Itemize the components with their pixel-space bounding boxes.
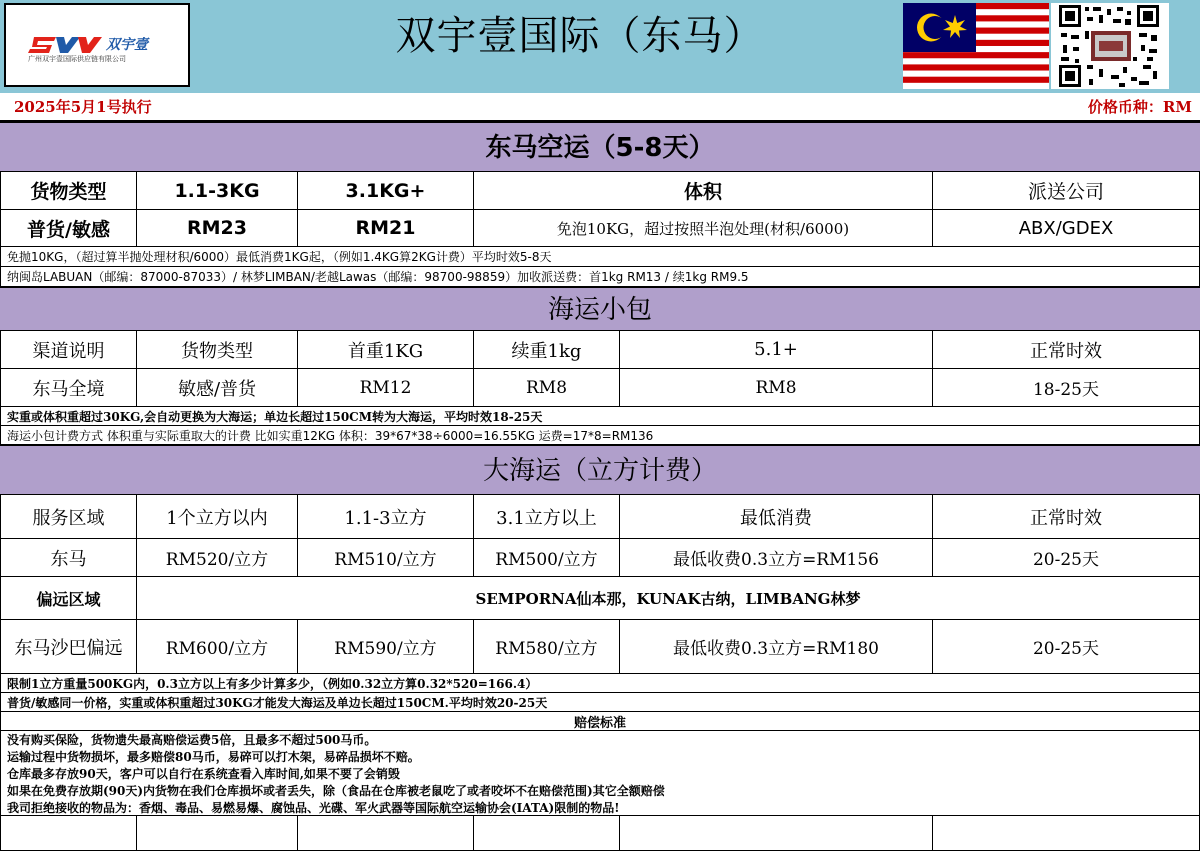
air-header-delivery: 派送公司 [933,172,1200,210]
compensation-line-4: 如果在免费存放期(90天)内货物在我们仓库损坏或者丢失，除（食品在仓库被老鼠吃了或者咬坏不在赔偿范围)其它全额赔偿 [0,782,1200,799]
sea-small-section-title: 海运小包 [0,287,1200,331]
air-cell-cargo-type: 普货/敏感 [0,210,137,247]
sea-big-remote-transit: 20-25天 [933,620,1200,674]
sea-big-remote-area: 东马沙巴偏远 [0,620,137,674]
company-logo [4,3,190,87]
empty-cell [298,816,474,851]
sea-big-cell-transit: 20-25天 [933,539,1200,577]
sea-small-header-cargo: 货物类型 [137,331,298,369]
sea-big-cell-area: 东马 [0,539,137,577]
compensation-line-3: 仓库最多存放90天，客户可以自行在系统查看入库时间,如果不要了会销毁 [0,765,1200,782]
qr-code-icon[interactable] [1051,3,1169,89]
empty-cell [474,816,620,851]
logo-subtitle: 广州双宇壹国际供应链有限公司 [28,55,126,63]
sea-small-cell-first: RM12 [298,369,474,407]
air-cell-delivery: ABX/GDEX [933,210,1200,247]
sea-small-header-tier: 5.1+ [620,331,933,369]
air-note-1: 免抛10KG，（超过算半抛处理材积/6000）最低消费1KG起，（例如1.4KG算2KG计费）平均时效5-8天 [0,247,1200,267]
logo-name: 双宇壹 [106,37,148,53]
sea-big-remote-tier-3: RM580/立方 [474,620,620,674]
remote-area-label: 偏远区域 [0,577,137,620]
sea-big-cell-tier-3: RM500/立方 [474,539,620,577]
air-cell-volume: 免泡10KG，超过按照半泡处理(材积/6000) [474,210,933,247]
air-header-volume: 体积 [474,172,933,210]
air-header-weight-2: 3.1KG+ [298,172,474,210]
sea-big-header-tier-1: 1个立方以内 [137,495,298,539]
effective-date: 2025年5月1号执行 [14,98,152,116]
sea-big-note-2: 普货/敏感同一价格，实重或体积重超过30KG才能发大海运及单边长超过150CM.平均时效20-25天 [0,693,1200,712]
sea-big-remote-tier-2: RM590/立方 [298,620,474,674]
remote-area-list: SEMPORNA仙本那，KUNAK古纳，LIMBANG林梦 [137,577,1200,620]
sea-small-header-first: 首重1KG [298,331,474,369]
air-section-title: 东马空运（5-8天） [0,122,1200,172]
compensation-title: 赔偿标准 [0,712,1200,731]
sea-small-header-transit: 正常时效 [933,331,1200,369]
sea-small-header-additional: 续重1kg [474,331,620,369]
currency-label: 价格币种：RM [1087,98,1192,116]
sea-small-cell-channel: 东马全境 [0,369,137,407]
sea-big-remote-tier-1: RM600/立方 [137,620,298,674]
sea-big-section-title: 大海运（立方计费） [0,445,1200,495]
air-header-weight-1: 1.1-3KG [137,172,298,210]
air-cell-price-2: RM21 [298,210,474,247]
sea-big-cell-tier-2: RM510/立方 [298,539,474,577]
sea-small-header-channel: 渠道说明 [0,331,137,369]
sea-big-header-minimum: 最低消费 [620,495,933,539]
sea-small-note-1: 实重或体积重超过30KG,会自动更换为大海运；单边长超过150CM转为大海运，平均时效18-25天 [0,407,1200,426]
air-cell-price-1: RM23 [137,210,298,247]
air-note-2: 纳闽岛LABUAN（邮编：87000-87033）/ 林梦LIMBAN/老越Lawas（邮编：98700-98859）加收派送费：首1kg RM13 / 续1kg RM9.5 [0,267,1200,287]
sea-big-header-tier-3: 3.1立方以上 [474,495,620,539]
sea-big-header-tier-2: 1.1-3立方 [298,495,474,539]
empty-cell [0,816,137,851]
sea-big-header-transit: 正常时效 [933,495,1200,539]
sea-small-cell-transit: 18-25天 [933,369,1200,407]
compensation-line-2: 运输过程中货物损坏，最多赔偿80马币，易碎可以打木架，易碎品损坏不赔。 [0,748,1200,765]
sea-small-note-2: 海运小包计费方式 体积重与实际重取大的计费 比如实重12KG 体积：39*67*38÷6000=16.55KG 运费=17*8=RM136 [0,426,1200,445]
sea-small-cell-cargo: 敏感/普货 [137,369,298,407]
sea-small-cell-additional: RM8 [474,369,620,407]
malaysia-flag-icon [903,3,1049,89]
empty-cell [620,816,933,851]
empty-cell [137,816,298,851]
page-title: 双宇壹国际（东马） [395,13,765,59]
sea-small-cell-tier: RM8 [620,369,933,407]
sea-big-note-1: 限制1立方重量500KG内，0.3立方以上有多少计算多少，（例如0.32立方算0.32*520=166.4） [0,674,1200,693]
empty-cell [933,816,1200,851]
sea-big-remote-minimum: 最低收费0.3立方=RM180 [620,620,933,674]
sea-big-header-area: 服务区域 [0,495,137,539]
sea-big-cell-minimum: 最低收费0.3立方=RM156 [620,539,933,577]
sea-big-cell-tier-1: RM520/立方 [137,539,298,577]
air-header-cargo-type: 货物类型 [0,172,137,210]
compensation-line-5: 我司拒绝接收的物品为：香烟、毒品、易燃易爆、腐蚀品、光碟、军火武器等国际航空运输协会(IATA)限制的物品! [0,799,1200,816]
compensation-line-1: 没有购买保险，货物遗失最高赔偿运费5倍，且最多不超过500马币。 [0,731,1200,748]
